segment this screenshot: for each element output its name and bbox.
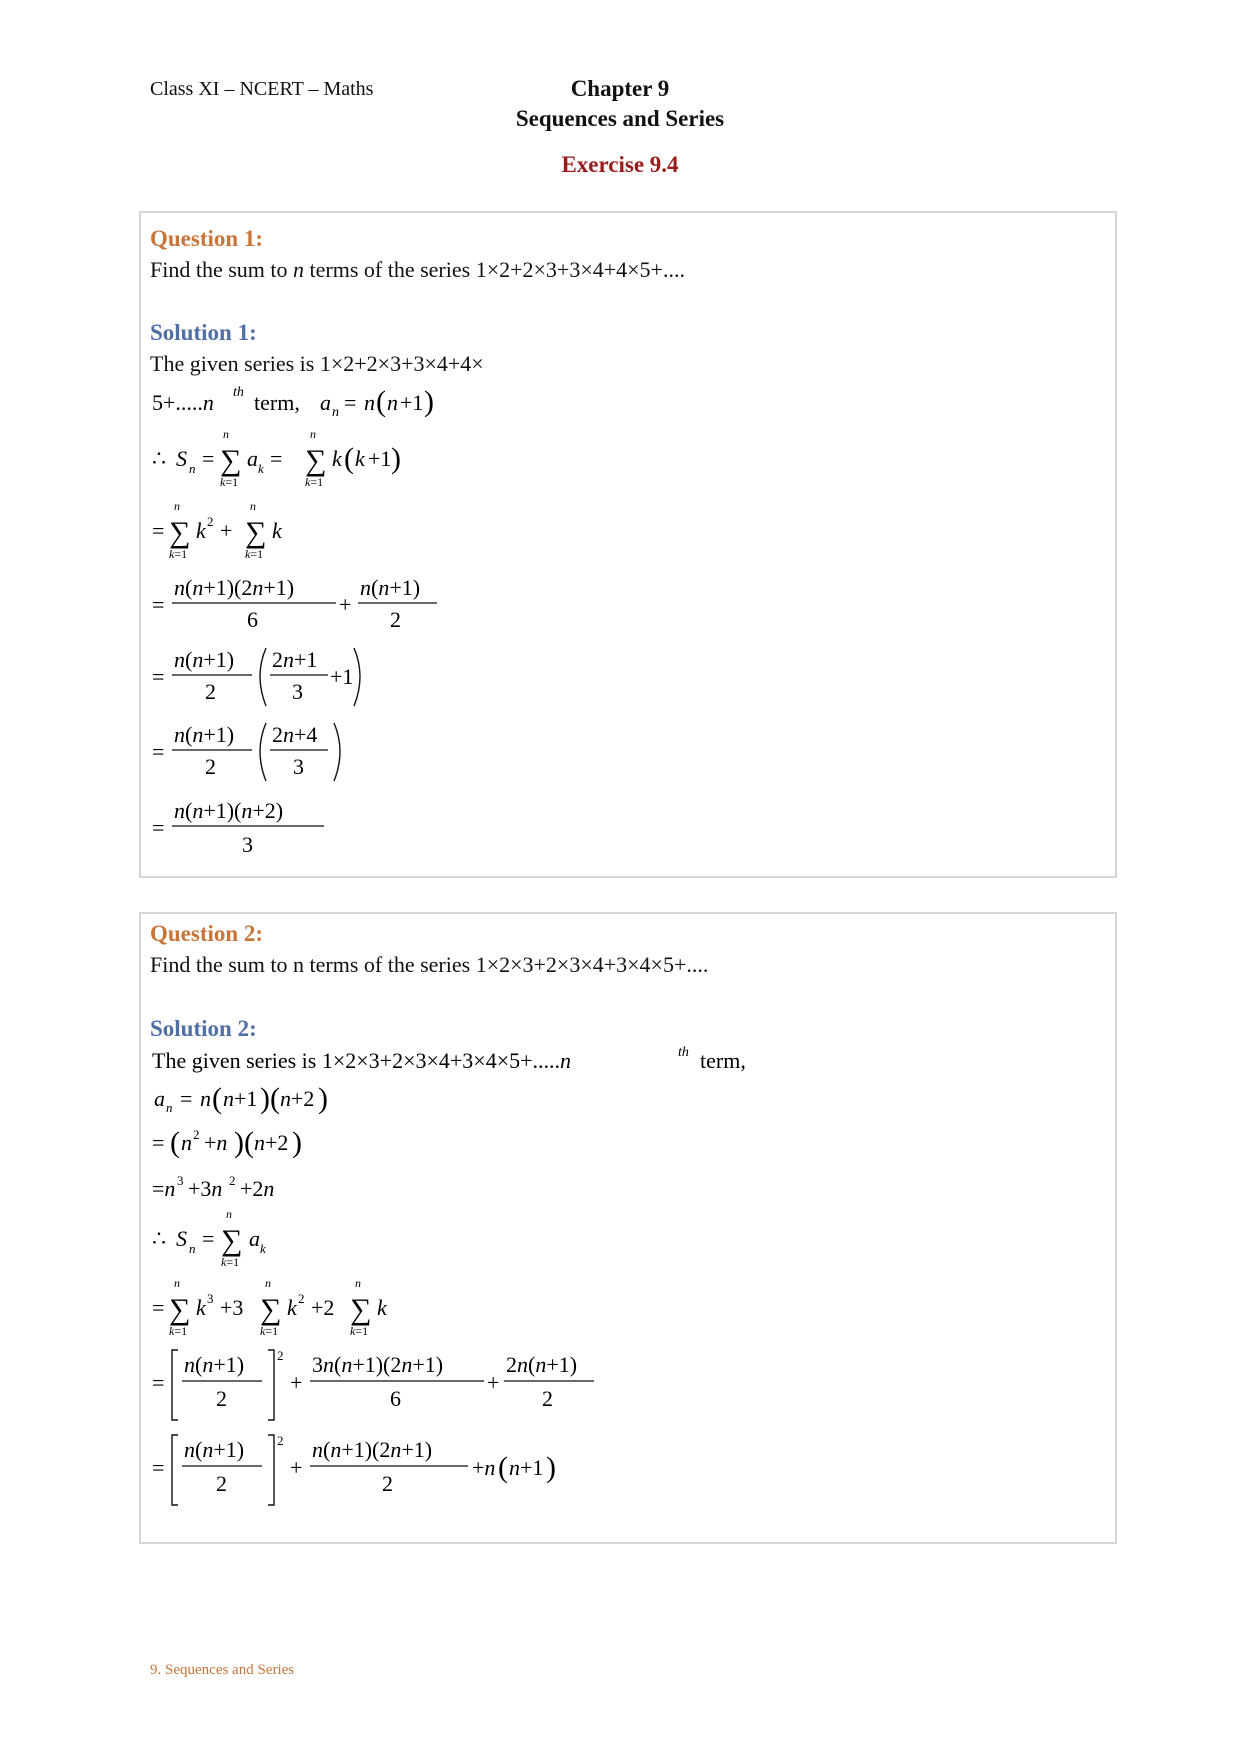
svg-text:(: ( bbox=[344, 442, 354, 475]
svg-text:n: n bbox=[310, 427, 316, 441]
svg-text:n(n+1): n(n+1) bbox=[360, 575, 421, 600]
svg-text:+: + bbox=[290, 1370, 303, 1395]
svg-text:∑: ∑ bbox=[305, 444, 327, 477]
solution-1-step-1 bbox=[150, 428, 450, 498]
svg-text:(: ( bbox=[498, 1451, 508, 1484]
svg-text:n+2: n+2 bbox=[254, 1130, 289, 1155]
solution-1-step-2 bbox=[150, 500, 350, 566]
svg-text:k: k bbox=[355, 446, 365, 471]
class-label: Class XI – NCERT – Maths bbox=[150, 78, 374, 100]
svg-text:3: 3 bbox=[207, 1291, 214, 1306]
svg-text:a: a bbox=[320, 390, 331, 415]
svg-text:=: = bbox=[202, 446, 215, 471]
svg-text:+2: +2 bbox=[311, 1295, 335, 1320]
svg-text:n(n+1): n(n+1) bbox=[174, 647, 235, 672]
svg-text:n: n bbox=[200, 1086, 211, 1111]
svg-text:+3: +3 bbox=[220, 1295, 244, 1320]
svg-text:(: ( bbox=[170, 1126, 180, 1159]
svg-text:6: 6 bbox=[247, 607, 258, 632]
svg-text:=: = bbox=[202, 1226, 215, 1251]
svg-text:3: 3 bbox=[293, 754, 304, 779]
svg-text:2: 2 bbox=[193, 1127, 200, 1142]
svg-text:+1: +1 bbox=[368, 446, 392, 471]
svg-text:n: n bbox=[189, 1241, 196, 1256]
svg-text:n: n bbox=[387, 390, 398, 415]
svg-text:+: + bbox=[487, 1370, 500, 1395]
svg-text:∑: ∑ bbox=[350, 1293, 372, 1326]
svg-text:=: = bbox=[152, 1455, 165, 1480]
svg-text:=: = bbox=[152, 592, 165, 617]
svg-text:k: k bbox=[272, 518, 282, 543]
svg-text:n(n+1)(n+2): n(n+1)(n+2) bbox=[174, 798, 284, 823]
solution-1-step-5 bbox=[150, 717, 410, 791]
svg-text:=: = bbox=[152, 739, 165, 764]
svg-text:n: n bbox=[166, 1100, 173, 1115]
svg-text:n: n bbox=[250, 499, 256, 513]
svg-text:+1: +1 bbox=[330, 664, 354, 689]
svg-text:∴: ∴ bbox=[152, 446, 166, 471]
svg-text:): ) bbox=[292, 1126, 302, 1159]
exercise-title: Exercise 9.4 bbox=[561, 152, 679, 177]
svg-text:n+2: n+2 bbox=[280, 1086, 315, 1111]
svg-text:3: 3 bbox=[292, 679, 303, 704]
svg-text:2: 2 bbox=[382, 1471, 393, 1496]
svg-text:k=1: k=1 bbox=[220, 475, 239, 489]
svg-text:n+1: n+1 bbox=[509, 1455, 544, 1480]
svg-text:∑: ∑ bbox=[220, 444, 242, 477]
question-1-heading: Question 1: bbox=[150, 226, 264, 251]
svg-text:): ) bbox=[546, 1451, 556, 1484]
question-2-heading: Question 2: bbox=[150, 921, 264, 946]
svg-text:2: 2 bbox=[298, 1291, 305, 1306]
svg-text:6: 6 bbox=[390, 1386, 401, 1411]
svg-text:+: + bbox=[339, 592, 352, 617]
svg-text:=n: =n bbox=[152, 1176, 176, 1201]
svg-text:=: = bbox=[152, 1370, 165, 1395]
svg-text:2: 2 bbox=[277, 1348, 284, 1363]
svg-text:S: S bbox=[176, 1226, 187, 1251]
svg-text:2: 2 bbox=[205, 679, 216, 704]
svg-text:=: = bbox=[152, 518, 165, 543]
question-2-text: Find the sum to n terms of the series 1×2×3+2×3×4+3×4×5+.... bbox=[150, 952, 709, 977]
svg-text:th: th bbox=[233, 385, 244, 400]
svg-text:2: 2 bbox=[207, 514, 214, 529]
svg-text:+n: +n bbox=[472, 1455, 496, 1480]
svg-text:k: k bbox=[332, 446, 342, 471]
svg-text:k: k bbox=[260, 1241, 266, 1256]
solution-1-heading: Solution 1: bbox=[150, 320, 257, 345]
svg-text:n+1: n+1 bbox=[223, 1086, 258, 1111]
svg-text:∴: ∴ bbox=[152, 1226, 166, 1251]
svg-text:k: k bbox=[258, 461, 264, 476]
svg-text:term,: term, bbox=[700, 1048, 746, 1073]
solution-2-step-4 bbox=[150, 1208, 350, 1274]
svg-text:n(n+1): n(n+1) bbox=[174, 722, 235, 747]
svg-text:k=1: k=1 bbox=[305, 475, 324, 489]
svg-text:=: = bbox=[152, 1130, 165, 1155]
solution-2-step-6 bbox=[150, 1346, 630, 1426]
svg-text:n: n bbox=[355, 1276, 361, 1290]
svg-text:): ) bbox=[391, 442, 401, 475]
svg-text:5+.....n: 5+.....n bbox=[152, 390, 214, 415]
svg-text:=: = bbox=[180, 1086, 193, 1111]
solution-2-step-3 bbox=[150, 1168, 410, 1208]
svg-text:): ) bbox=[318, 1082, 328, 1115]
svg-text:2: 2 bbox=[542, 1386, 553, 1411]
svg-text:∑: ∑ bbox=[221, 1224, 243, 1257]
svg-text:k=1: k=1 bbox=[245, 547, 264, 561]
svg-text:n: n bbox=[265, 1276, 271, 1290]
question-1-text: Find the sum to n terms of the series 1×2+2×3+3×4+4×5+.... bbox=[150, 257, 685, 282]
solution-1-step-6 bbox=[150, 793, 390, 863]
svg-text:+3n: +3n bbox=[188, 1176, 223, 1201]
svg-text:n(n+1)(2n+1): n(n+1)(2n+1) bbox=[312, 1437, 433, 1462]
svg-text:∑: ∑ bbox=[260, 1293, 282, 1326]
svg-text:k: k bbox=[287, 1295, 297, 1320]
solution-1-step-3 bbox=[150, 568, 470, 638]
svg-text:k: k bbox=[196, 518, 206, 543]
svg-text:n: n bbox=[223, 427, 229, 441]
svg-text:=: = bbox=[344, 390, 357, 415]
svg-text:2: 2 bbox=[205, 754, 216, 779]
svg-text:k=1: k=1 bbox=[221, 1255, 240, 1269]
svg-text:2: 2 bbox=[216, 1386, 227, 1411]
svg-text:n: n bbox=[174, 1276, 180, 1290]
svg-text:=: = bbox=[270, 446, 283, 471]
svg-text:2: 2 bbox=[390, 607, 401, 632]
svg-text:k: k bbox=[377, 1295, 387, 1320]
solution-2-heading: Solution 2: bbox=[150, 1016, 257, 1041]
svg-text:+: + bbox=[290, 1455, 303, 1480]
svg-text:k: k bbox=[196, 1295, 206, 1320]
svg-text:n(n+1): n(n+1) bbox=[184, 1352, 245, 1377]
svg-text:)(: )( bbox=[260, 1082, 280, 1115]
svg-text:k=1: k=1 bbox=[169, 547, 188, 561]
svg-text:n(n+1): n(n+1) bbox=[184, 1437, 245, 1462]
svg-text:S: S bbox=[176, 446, 187, 471]
svg-text:n(n+1)(2n+1): n(n+1)(2n+1) bbox=[174, 575, 295, 600]
solution-1-step-4 bbox=[150, 642, 410, 716]
svg-text:a: a bbox=[247, 446, 258, 471]
solution-1-line-2 bbox=[150, 380, 510, 420]
chapter-subject: Sequences and Series bbox=[515, 106, 725, 131]
svg-text:th: th bbox=[678, 1045, 689, 1060]
svg-text:+n: +n bbox=[204, 1130, 228, 1155]
svg-text:+2n: +2n bbox=[240, 1176, 275, 1201]
page-footer: 9. Sequences and Series bbox=[150, 1662, 295, 1678]
svg-text:3: 3 bbox=[242, 832, 253, 857]
svg-text:): ) bbox=[424, 385, 434, 418]
svg-text:k=1: k=1 bbox=[350, 1324, 369, 1338]
svg-text:term,: term, bbox=[254, 390, 300, 415]
solution-2-step-7 bbox=[150, 1431, 610, 1511]
svg-text:The given series is 1×2×3+2×3×: The given series is 1×2×3+2×3×4+3×4×5+.....n bbox=[152, 1048, 572, 1073]
svg-text:+: + bbox=[220, 518, 233, 543]
svg-text:(: ( bbox=[212, 1082, 222, 1115]
solution-2-line-1 bbox=[150, 1040, 790, 1080]
svg-text:a: a bbox=[154, 1086, 165, 1111]
svg-text:∑: ∑ bbox=[245, 516, 267, 549]
svg-text:2: 2 bbox=[277, 1433, 284, 1448]
svg-text:3n(n+1)(2n+1): 3n(n+1)(2n+1) bbox=[312, 1352, 444, 1377]
svg-text:)(: )( bbox=[234, 1126, 254, 1159]
svg-text:∑: ∑ bbox=[169, 516, 191, 549]
svg-text:∑: ∑ bbox=[169, 1293, 191, 1326]
svg-text:(: ( bbox=[376, 385, 386, 418]
svg-text:2: 2 bbox=[216, 1471, 227, 1496]
svg-text:2n+4: 2n+4 bbox=[272, 722, 318, 747]
svg-text:n: n bbox=[226, 1207, 232, 1221]
svg-text:n: n bbox=[189, 461, 196, 476]
svg-text:=: = bbox=[152, 664, 165, 689]
svg-text:n: n bbox=[364, 390, 375, 415]
solution-2-step-2 bbox=[150, 1122, 410, 1164]
svg-text:+1: +1 bbox=[400, 390, 424, 415]
solution-1-line-1: The given series is 1×2+2×3+3×4+4× bbox=[150, 351, 484, 376]
svg-text:n: n bbox=[174, 499, 180, 513]
svg-text:n: n bbox=[332, 405, 339, 420]
svg-text:a: a bbox=[249, 1226, 260, 1251]
svg-text:k=1: k=1 bbox=[169, 1324, 188, 1338]
svg-text:2: 2 bbox=[229, 1173, 236, 1188]
solution-2-step-1 bbox=[150, 1078, 410, 1120]
chapter-title bbox=[460, 74, 780, 134]
svg-text:n: n bbox=[181, 1130, 192, 1155]
svg-text:k=1: k=1 bbox=[260, 1324, 279, 1338]
svg-text:=: = bbox=[152, 815, 165, 840]
svg-text:2n+1: 2n+1 bbox=[272, 647, 318, 672]
svg-text:2n(n+1): 2n(n+1) bbox=[506, 1352, 578, 1377]
svg-text:3: 3 bbox=[177, 1173, 184, 1188]
chapter-number: Chapter 9 bbox=[570, 76, 670, 101]
svg-text:=: = bbox=[152, 1295, 165, 1320]
solution-2-step-5 bbox=[150, 1277, 450, 1343]
